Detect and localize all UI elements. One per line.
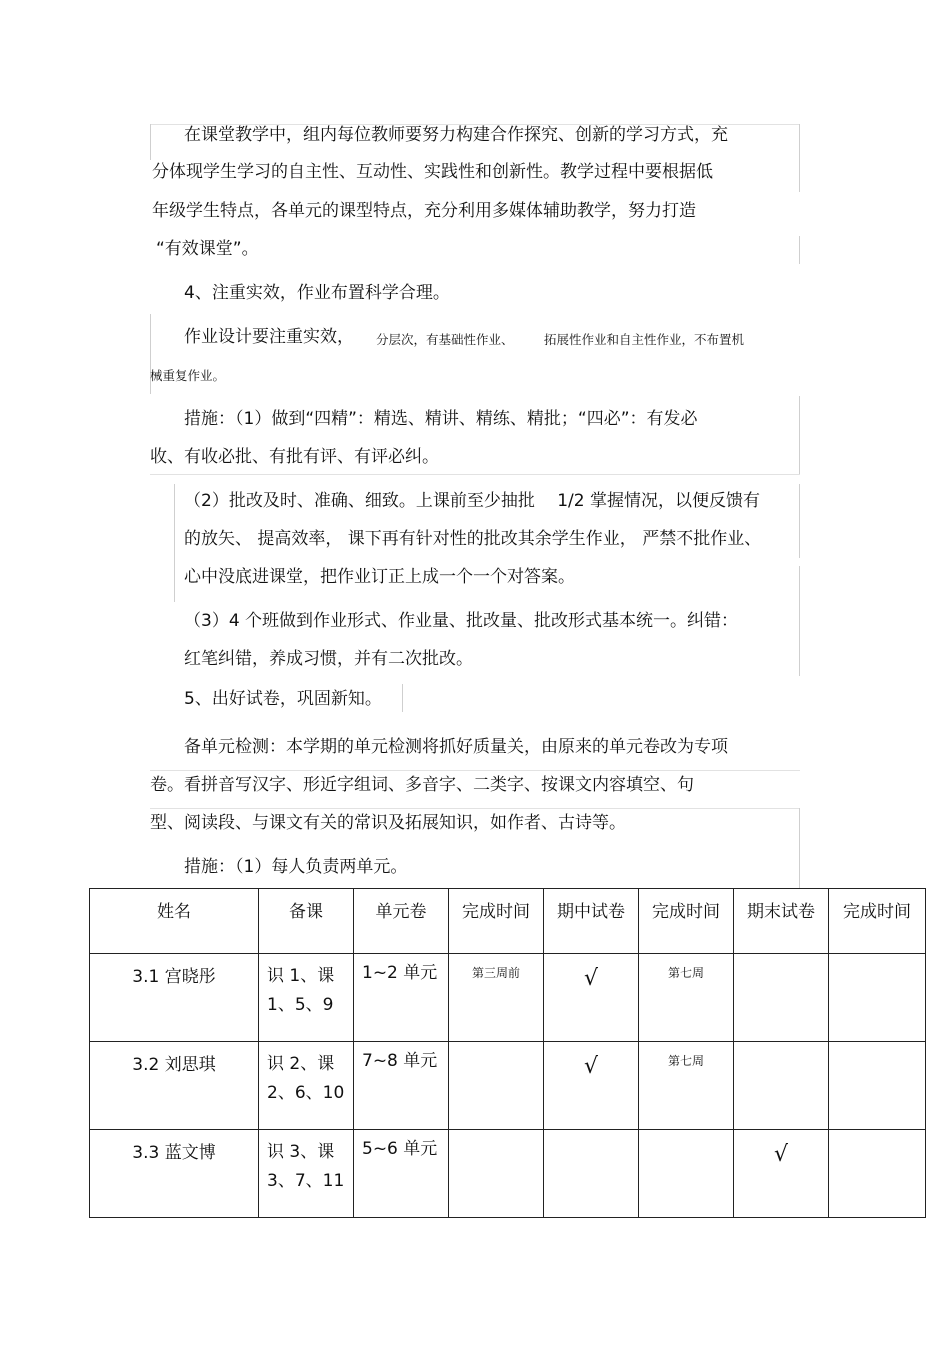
paragraph-line: 备单元检测：本学期的单元检测将抓好质量关，由原来的单元卷改为专项 (184, 737, 728, 757)
teacher-name: 3.3 蓝文博 (90, 1130, 259, 1218)
time-cell (639, 1042, 734, 1130)
paragraph-line: 分体现学生学习的自主性、互动性、实践性和创新性。教学过程中要根据低 (152, 162, 713, 182)
section-heading: 5、出好试卷，巩固新知。 (184, 689, 382, 709)
table-row (90, 954, 926, 1042)
column-header: 备课 (259, 889, 354, 954)
column-header: 姓名 (90, 889, 259, 954)
prep-cell (259, 1042, 354, 1130)
check-mark (734, 1050, 828, 1054)
rule (402, 684, 403, 712)
teacher-name: 3.2 刘思琪 (90, 1042, 259, 1130)
midterm-cell (544, 954, 639, 1042)
column-header: 期末试卷 (734, 889, 829, 954)
final-cell (734, 1042, 829, 1130)
column-header: 完成时间 (639, 889, 734, 954)
rule (150, 474, 800, 475)
paragraph-line: （2）批改及时、准确、细致。上课前至少抽批 1/2 掌握情况，以便反馈有 (184, 491, 760, 511)
check-mark: √ (773, 1142, 789, 1167)
column-header: 完成时间 (829, 889, 926, 954)
teacher-name: 3.1 宫晓彤 (90, 954, 259, 1042)
rule (174, 484, 175, 602)
table-row (90, 1042, 926, 1130)
final-cell (734, 1130, 829, 1218)
time-cell (829, 1042, 926, 1130)
paragraph-line: 在课堂教学中，组内每位教师要努力构建合作探究、创新的学习方式，充 (184, 125, 728, 145)
time-cell (449, 1042, 544, 1130)
prep-cell (259, 1130, 354, 1218)
paragraph-line: 械重复作业。 (150, 368, 226, 383)
check-mark: √ (583, 966, 599, 991)
time-text (829, 1050, 925, 1052)
prep-line: 2、6、10 (267, 1083, 345, 1103)
check-mark: √ (583, 1054, 599, 1079)
rule (150, 124, 151, 160)
paragraph-line: 收、有收必批、有批有评、有评必纠。 (150, 447, 439, 467)
check-mark (544, 1138, 638, 1142)
unit-cell: 7~8 单元 (354, 1042, 449, 1130)
prep-line: 识 2、课 (267, 1054, 335, 1074)
prep-cell (259, 954, 354, 1042)
prep-line: 3、7、11 (267, 1171, 345, 1191)
prep-line: 识 3、课 (267, 1142, 335, 1162)
midterm-cell (544, 1130, 639, 1218)
column-header: 期中试卷 (544, 889, 639, 954)
rule (799, 124, 800, 192)
paragraph-line: “有效课堂”。 (156, 239, 259, 259)
paragraph-line: 作业设计要注重实效， (184, 327, 354, 347)
prep-line: 识 1、课 (267, 966, 335, 986)
table-header-row (90, 889, 926, 954)
unit-cell: 1~2 单元 (354, 954, 449, 1042)
rule (799, 396, 800, 474)
time-text (829, 962, 925, 964)
rule (150, 808, 800, 809)
paragraph-line: 措施：（1）每人负责两单元。 (184, 857, 408, 877)
paragraph-line: 红笔纠错，养成习惯，并有二次批改。 (184, 649, 473, 669)
time-cell (829, 1130, 926, 1218)
check-mark (734, 962, 828, 966)
rule (799, 808, 800, 888)
paragraph-line: （3）4 个班做到作业形式、作业量、批改量、批改形式基本统一。纠错： (184, 611, 739, 631)
column-header: 单元卷 (354, 889, 449, 954)
time-text (449, 1050, 543, 1052)
time-text: 第三周前 (471, 966, 520, 980)
time-text: 第七周 (667, 1054, 704, 1068)
time-cell (449, 1130, 544, 1218)
prep-line: 1、5、9 (267, 995, 334, 1015)
paragraph-line: 的放矢、 提高效率， 课下再有针对性的批改其余学生作业， 严禁不批作业、 (184, 529, 762, 549)
final-cell (734, 954, 829, 1042)
rule (799, 484, 800, 558)
paragraph-line: 分层次，有基础性作业、 (376, 332, 514, 347)
paragraph-line: 年级学生特点，各单元的课型特点，充分利用多媒体辅助教学，努力打造 (152, 201, 696, 221)
paragraph-line: 卷。看拼音写汉字、形近字组词、多音字、二类字、按课文内容填空、句 (150, 775, 694, 795)
paragraph-line: 拓展性作业和自主性作业，不布置机 (544, 332, 745, 347)
rule (799, 236, 800, 264)
paragraph-line: 型、阅读段、与课文有关的常识及拓展知识，如作者、古诗等。 (150, 813, 626, 833)
time-cell (639, 954, 734, 1042)
rule (799, 566, 800, 676)
paragraph-line: 心中没底进课堂，把作业订正上成一个一个对答案。 (184, 567, 575, 587)
time-text (829, 1138, 925, 1140)
midterm-cell (544, 1042, 639, 1130)
time-cell (449, 954, 544, 1042)
table-row (90, 1130, 926, 1218)
time-text (449, 1138, 543, 1140)
paragraph-line: 措施：（1）做到“四精”：精选、精讲、精练、精批；“四必”：有发必 (184, 409, 698, 429)
rule (150, 770, 800, 771)
time-text: 第七周 (667, 966, 704, 980)
time-cell (829, 954, 926, 1042)
unit-cell: 5~6 单元 (354, 1130, 449, 1218)
section-heading: 4、注重实效，作业布置科学合理。 (184, 283, 450, 303)
time-text (639, 1138, 733, 1140)
assignment-table (89, 888, 926, 1218)
column-header: 完成时间 (449, 889, 544, 954)
time-cell (639, 1130, 734, 1218)
